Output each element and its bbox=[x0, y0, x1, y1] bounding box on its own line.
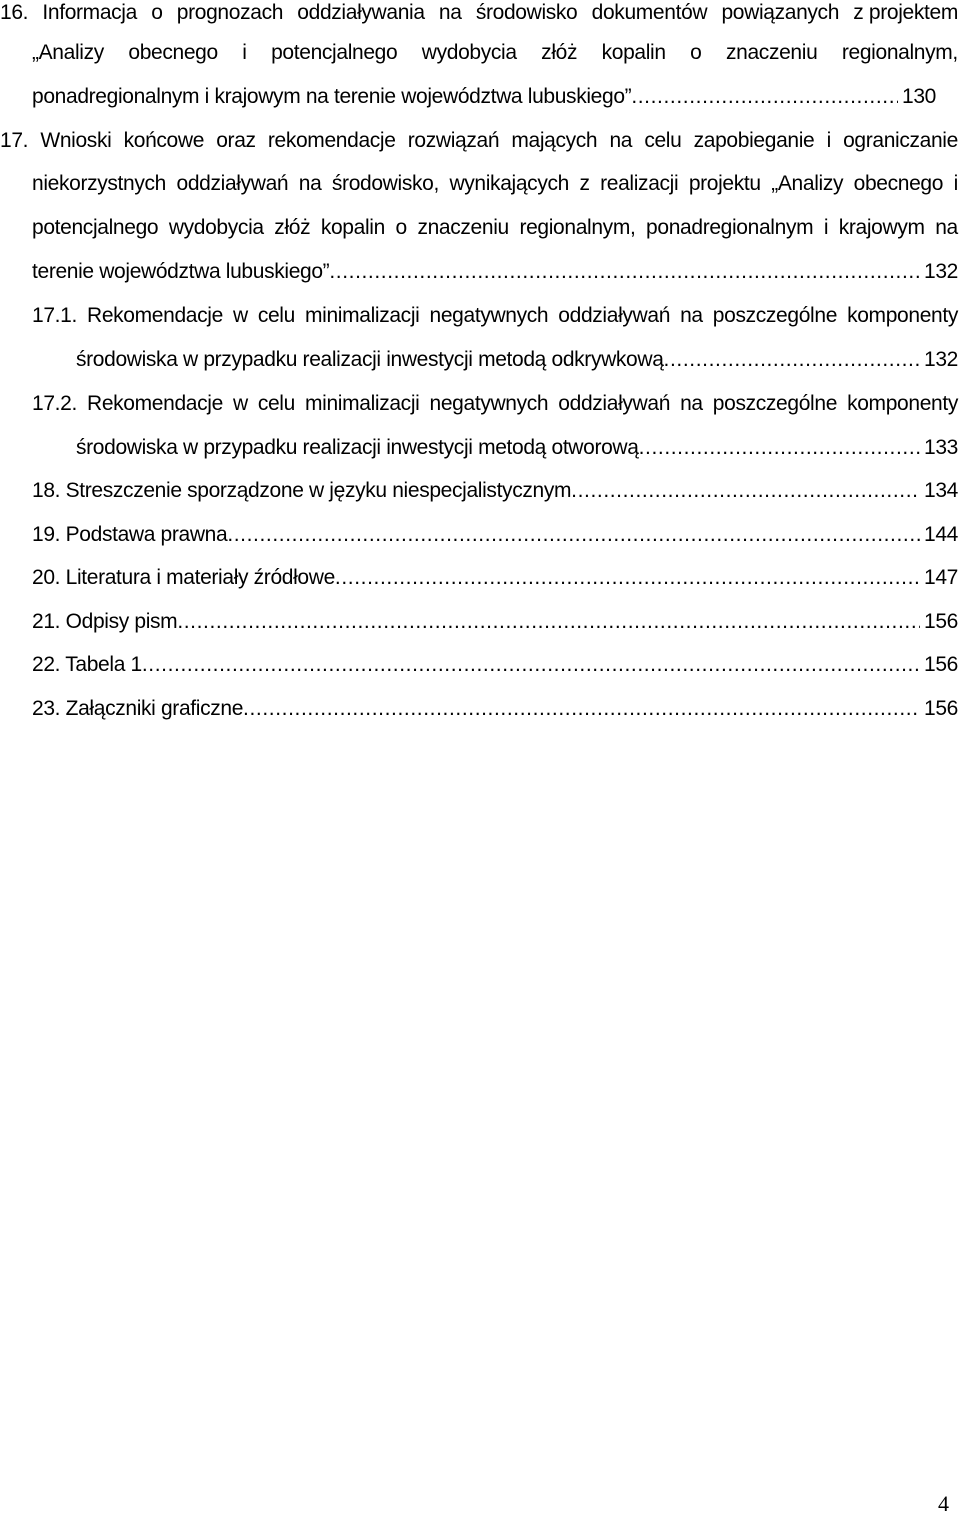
word: potencjalnego bbox=[32, 216, 159, 239]
toc-page-number: 134 bbox=[924, 479, 958, 502]
word: na bbox=[609, 129, 633, 152]
dot-leader bbox=[142, 652, 920, 678]
word: oddziaływań bbox=[558, 304, 671, 327]
toc-entry-23-line bbox=[32, 696, 958, 722]
word: Wnioski bbox=[40, 129, 112, 152]
word: 16. bbox=[0, 1, 29, 24]
word: celu bbox=[257, 304, 295, 327]
word: ograniczanie bbox=[843, 129, 958, 152]
word: oddziaływań bbox=[176, 172, 289, 195]
toc-entry-22-line bbox=[32, 652, 958, 678]
word: projektu bbox=[688, 172, 761, 195]
word: na bbox=[680, 304, 703, 327]
word: ponadregionalnym bbox=[646, 216, 814, 239]
word: „Analizy bbox=[32, 41, 104, 64]
toc-entry-17-1-line-1 bbox=[32, 303, 958, 329]
word: mających bbox=[511, 129, 598, 152]
word: wydobycia bbox=[421, 41, 517, 64]
toc-entry-17-line-3 bbox=[32, 215, 958, 241]
toc-entry-title: środowiska w przypadku realizacji inwestycji metodą odkrywkową bbox=[76, 348, 664, 371]
word: potencjalnego bbox=[271, 41, 398, 64]
word: 17.1. bbox=[32, 304, 77, 327]
word: i bbox=[823, 216, 829, 239]
word: znaczeniu bbox=[725, 41, 818, 64]
word: zapobieganie bbox=[693, 129, 815, 152]
toc-entry-title: 19. Podstawa prawna bbox=[32, 523, 228, 546]
word: środowisko bbox=[475, 1, 578, 24]
word: celu bbox=[644, 129, 682, 152]
word: i bbox=[826, 129, 831, 152]
toc-entry-20-line bbox=[32, 565, 958, 591]
toc-page-number: 156 bbox=[924, 653, 958, 676]
toc-page-number: 133 bbox=[924, 436, 958, 459]
toc-entry-17-line-4 bbox=[32, 259, 958, 285]
word: o bbox=[690, 41, 702, 64]
word: wydobycia bbox=[168, 216, 264, 239]
dot-leader bbox=[639, 435, 920, 461]
toc-entry-17-2-line-2 bbox=[76, 435, 958, 461]
toc-entry-16-line-1 bbox=[0, 0, 958, 26]
dot-leader bbox=[177, 609, 920, 635]
word: kopalin bbox=[601, 41, 666, 64]
word: na bbox=[438, 1, 462, 24]
word: oddziaływań bbox=[558, 392, 671, 415]
word: i bbox=[953, 172, 958, 195]
word: oddziaływania bbox=[297, 1, 425, 24]
toc-entry-16-line-3 bbox=[32, 84, 936, 110]
toc-page-number: 132 bbox=[924, 260, 958, 283]
dot-leader bbox=[664, 347, 920, 373]
word: środowisko, bbox=[331, 172, 439, 195]
toc-entry-title: 22. Tabela 1 bbox=[32, 653, 142, 676]
word: dokumentów bbox=[591, 1, 708, 24]
word: z projektem bbox=[853, 1, 958, 24]
toc-entry-19-line bbox=[32, 522, 958, 548]
toc-page-number: 130 bbox=[902, 85, 936, 108]
word: poszczególne bbox=[712, 304, 838, 327]
toc-entry-title: 23. Załączniki graficzne bbox=[32, 697, 244, 720]
word: Rekomendacje bbox=[87, 304, 223, 327]
toc-entry-title: ponadregionalnym i krajowym na terenie województwa lubuskiego” bbox=[32, 85, 632, 108]
toc-entry-21-line bbox=[32, 609, 958, 635]
word: obecnego bbox=[853, 172, 944, 195]
dot-leader bbox=[329, 259, 920, 285]
toc-entry-title: środowiska w przypadku realizacji inwestycji metodą otworową bbox=[76, 436, 639, 459]
word: prognozach bbox=[176, 1, 284, 24]
word: regionalnym, bbox=[519, 216, 636, 239]
toc-page-number: 156 bbox=[924, 697, 958, 720]
dot-leader bbox=[335, 565, 920, 591]
word: i bbox=[242, 41, 247, 64]
toc-page-number: 144 bbox=[924, 523, 958, 546]
word: minimalizacji bbox=[305, 392, 420, 415]
word: 17. bbox=[0, 129, 29, 152]
toc-page-number: 132 bbox=[924, 348, 958, 371]
word: kopalin bbox=[320, 216, 385, 239]
word: poszczególne bbox=[712, 392, 838, 415]
dot-leader bbox=[243, 696, 920, 722]
word: regionalnym, bbox=[841, 41, 958, 64]
word: oraz bbox=[216, 129, 256, 152]
word: w bbox=[232, 392, 248, 415]
word: o bbox=[151, 1, 163, 24]
word: Informacja bbox=[42, 1, 137, 24]
dot-leader bbox=[227, 522, 920, 548]
word: komponenty bbox=[847, 304, 958, 327]
toc-page-number: 156 bbox=[924, 610, 958, 633]
word: „Analizy bbox=[771, 172, 844, 195]
word: Rekomendacje bbox=[87, 392, 223, 415]
word: z bbox=[579, 172, 590, 195]
word: celu bbox=[257, 392, 295, 415]
word: realizacji bbox=[600, 172, 679, 195]
toc-entry-17-line-2 bbox=[32, 171, 958, 197]
toc-entry-17-2-line-1 bbox=[32, 391, 958, 417]
word: powiązanych bbox=[721, 1, 840, 24]
word: wynikających bbox=[449, 172, 569, 195]
toc-entry-title: 21. Odpisy pism bbox=[32, 610, 178, 633]
word: znaczeniu bbox=[417, 216, 509, 239]
word: na bbox=[680, 392, 703, 415]
dot-leader bbox=[571, 478, 920, 504]
word: minimalizacji bbox=[305, 304, 420, 327]
word: negatywnych bbox=[429, 392, 549, 415]
word: złóż bbox=[274, 216, 311, 239]
toc-page-number: 147 bbox=[924, 566, 958, 589]
word: niekorzystnych bbox=[32, 172, 166, 195]
word: komponenty bbox=[847, 392, 958, 415]
word: na bbox=[298, 172, 322, 195]
toc-entry-18-line bbox=[32, 478, 958, 504]
page-number: 4 bbox=[938, 1491, 949, 1516]
word: rekomendacje bbox=[267, 129, 396, 152]
toc-entry-17-1-line-2 bbox=[76, 347, 958, 373]
word: rozwiązań bbox=[407, 129, 500, 152]
toc-entry-title: 18. Streszczenie sporządzone w języku niespecjalistycznym bbox=[32, 479, 572, 502]
word: 17.2. bbox=[32, 392, 77, 415]
word: o bbox=[395, 216, 407, 239]
word: na bbox=[935, 216, 958, 239]
word: krajowym bbox=[838, 216, 925, 239]
word: obecnego bbox=[128, 41, 218, 64]
word: negatywnych bbox=[429, 304, 549, 327]
word: końcowe bbox=[123, 129, 205, 152]
toc-entry-title: terenie województwa lubuskiego” bbox=[32, 260, 330, 283]
word: złóż bbox=[541, 41, 578, 64]
word: w bbox=[232, 304, 248, 327]
toc-entry-title: 20. Literatura i materiały źródłowe bbox=[32, 566, 335, 589]
toc-entry-17-line-1 bbox=[0, 128, 958, 154]
dot-leader bbox=[631, 84, 898, 110]
toc-entry-16-line-2 bbox=[32, 40, 958, 66]
